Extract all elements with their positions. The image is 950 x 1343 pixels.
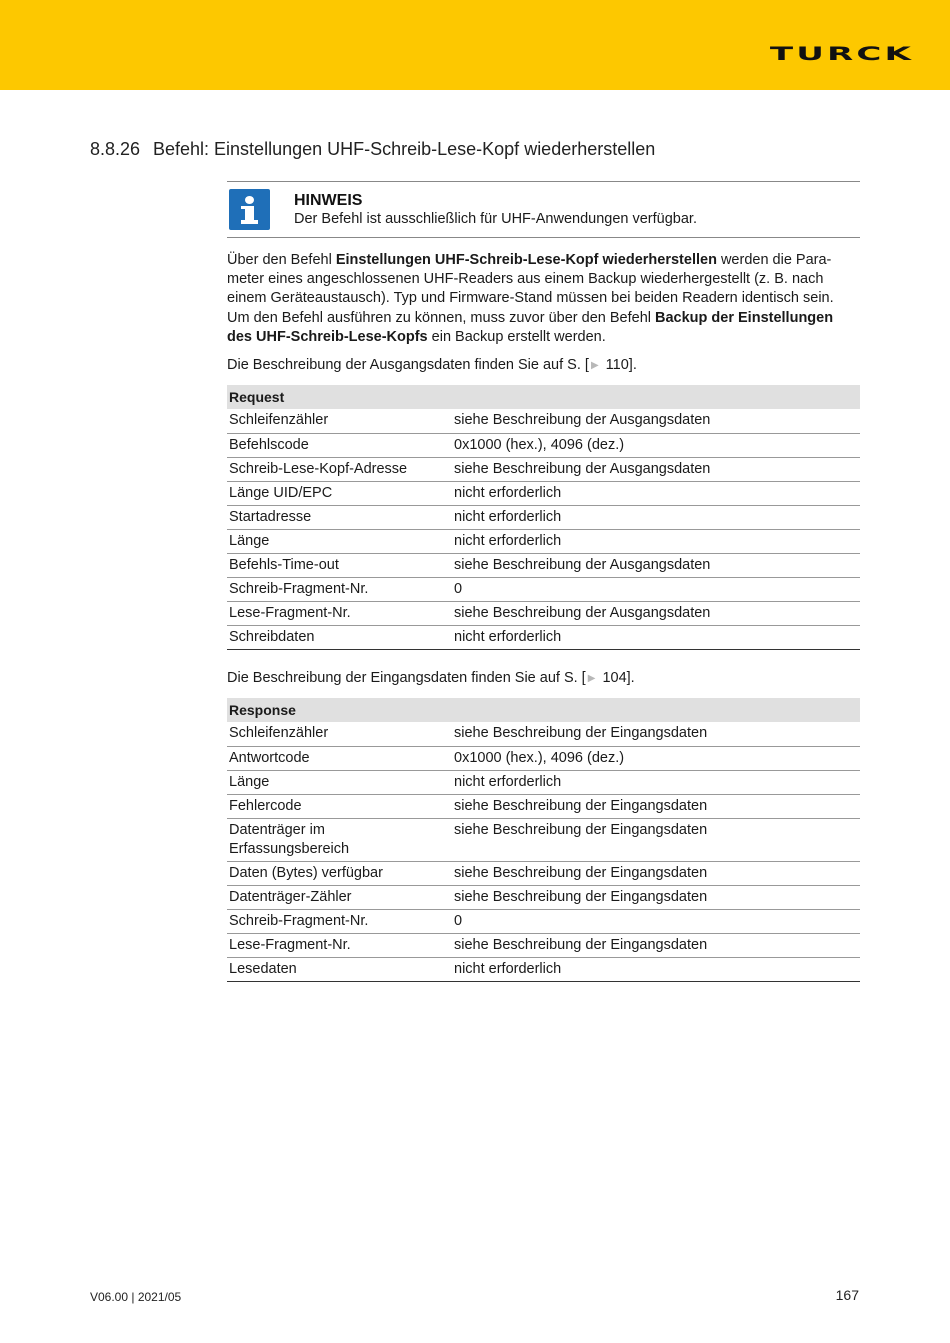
field-value: siehe Beschreibung der Eingangsdaten: [454, 822, 708, 838]
table-row: [227, 577, 860, 601]
version-info: V06.00 | 2021/05: [90, 1290, 182, 1304]
field-name: Schleifenzähler: [229, 412, 329, 428]
table-row: [227, 722, 860, 746]
info-icon: [229, 189, 270, 230]
para-text: werden die Para-: [716, 252, 832, 268]
para-bold: des UHF-Schreib-Lese-Kopfs: [227, 328, 428, 345]
field-name: Antwortcode: [229, 750, 310, 766]
field-value: siehe Beschreibung der Eingangsdaten: [454, 725, 708, 741]
table-row: [227, 746, 860, 770]
field-name: Schreibdaten: [229, 629, 315, 645]
field-name: Schreib-Fragment-Nr.: [229, 913, 369, 929]
field-name: Länge: [229, 533, 270, 549]
table-row: [227, 409, 860, 433]
field-value: 0x1000 (hex.), 4096 (dez.): [454, 750, 625, 766]
para-text: meter eines angeschlossenen UHF-Readers aus einem Backup wiederhergestellt (z. B. nach: [227, 271, 824, 288]
field-name: Lese-Fragment-Nr.: [229, 605, 351, 621]
reference-text: Die Beschreibung der Ausgangsdaten finden Sie auf S. [: [227, 357, 589, 373]
table-row: [227, 553, 860, 577]
table-row: [227, 529, 860, 553]
field-value: nicht erforderlich: [454, 485, 562, 501]
field-value: 0: [454, 581, 463, 597]
table-row: [227, 433, 860, 457]
para-bold: Einstellungen UHF-Schreib-Lese-Kopf wiederherstellen: [335, 252, 717, 268]
table-row: [227, 957, 860, 981]
page-number: 167: [835, 1287, 859, 1303]
table-header: Request: [227, 385, 860, 409]
field-value: siehe Beschreibung der Ausgangsdaten: [454, 605, 711, 621]
para-text: Um den Befehl ausführen zu können, muss zuvor über den Befehl: [227, 309, 656, 326]
field-value: siehe Beschreibung der Ausgangsdaten: [454, 557, 711, 573]
field-name: Daten (Bytes) verfügbar: [229, 865, 383, 881]
field-value: siehe Beschreibung der Eingangsdaten: [454, 865, 708, 881]
table-row: [227, 885, 860, 909]
field-name: Schleifenzähler: [229, 725, 329, 741]
response-table: [227, 698, 860, 982]
table-row: [227, 505, 860, 529]
field-name: Lesedaten: [229, 961, 297, 977]
section-number: 8.8.26: [90, 139, 141, 159]
brand-logo: TURCK: [769, 43, 914, 66]
field-value: nicht erforderlich: [454, 629, 562, 645]
field-name: Länge: [229, 774, 270, 790]
table-row: [227, 481, 860, 505]
table-row: [227, 625, 860, 649]
field-value: nicht erforderlich: [454, 533, 562, 549]
table-row: [227, 770, 860, 794]
section-title: Befehl: Einstellungen UHF-Schreib-Lese-Kopf wiederherstellen: [153, 139, 656, 159]
request-table: [227, 385, 860, 650]
field-value: siehe Beschreibung der Ausgangsdaten: [454, 412, 711, 428]
field-name: Schreib-Lese-Kopf-Adresse: [229, 461, 408, 477]
field-name: Befehls-Time-out: [229, 557, 339, 573]
field-value: siehe Beschreibung der Eingangsdaten: [454, 798, 708, 814]
description-paragraph: [227, 251, 867, 347]
section-heading: [90, 139, 655, 160]
table-row: [227, 861, 860, 885]
para-bold: Backup der Einstellungen: [655, 309, 834, 326]
field-value: siehe Beschreibung der Eingangsdaten: [454, 889, 708, 905]
page-link[interactable]: 104].: [598, 670, 635, 686]
field-value: siehe Beschreibung der Eingangsdaten: [454, 937, 708, 953]
table-row: [227, 794, 860, 818]
field-value: nicht erforderlich: [454, 509, 562, 525]
triangle-right-icon: ▶: [590, 360, 599, 371]
field-name: Datenträger im Erfassungsbereich: [229, 822, 350, 857]
field-name: Fehlercode: [229, 798, 302, 814]
table-row: [227, 457, 860, 481]
field-value: nicht erforderlich: [454, 961, 562, 977]
para-text: einem Geräteaustausch). Typ und Firmware-Stand müssen bei beiden Readern identisch sein.: [227, 290, 834, 307]
notice-box: [227, 181, 860, 238]
field-value: 0x1000 (hex.), 4096 (dez.): [454, 437, 625, 453]
field-name: Lese-Fragment-Nr.: [229, 937, 351, 953]
table-header: Response: [227, 698, 860, 722]
table-row: [227, 909, 860, 933]
field-name: Datenträger-Zähler: [229, 889, 352, 905]
header-bar: [0, 0, 950, 90]
output-data-reference: [227, 357, 637, 373]
input-data-reference: [227, 670, 635, 686]
field-name: Länge UID/EPC: [229, 485, 333, 501]
field-value: siehe Beschreibung der Ausgangsdaten: [454, 461, 711, 477]
field-value: nicht erforderlich: [454, 774, 562, 790]
notice-heading: HINWEIS: [294, 192, 363, 209]
field-value: 0: [454, 913, 463, 929]
triangle-right-icon: ▶: [587, 673, 596, 684]
para-text: ein Backup erstellt werden.: [427, 328, 606, 345]
table-row: [227, 933, 860, 957]
field-name: Schreib-Fragment-Nr.: [229, 581, 369, 597]
reference-text: Die Beschreibung der Eingangsdaten finden Sie auf S. [: [227, 670, 586, 686]
notice-text: Der Befehl ist ausschließlich für UHF-Anwendungen verfügbar.: [294, 211, 697, 227]
table-row: [227, 601, 860, 625]
page-link[interactable]: 110].: [601, 357, 637, 373]
field-name: Startadresse: [229, 509, 312, 525]
table-row: [227, 818, 860, 861]
para-text: Über den Befehl: [227, 252, 336, 268]
field-name: Befehlscode: [229, 437, 309, 453]
